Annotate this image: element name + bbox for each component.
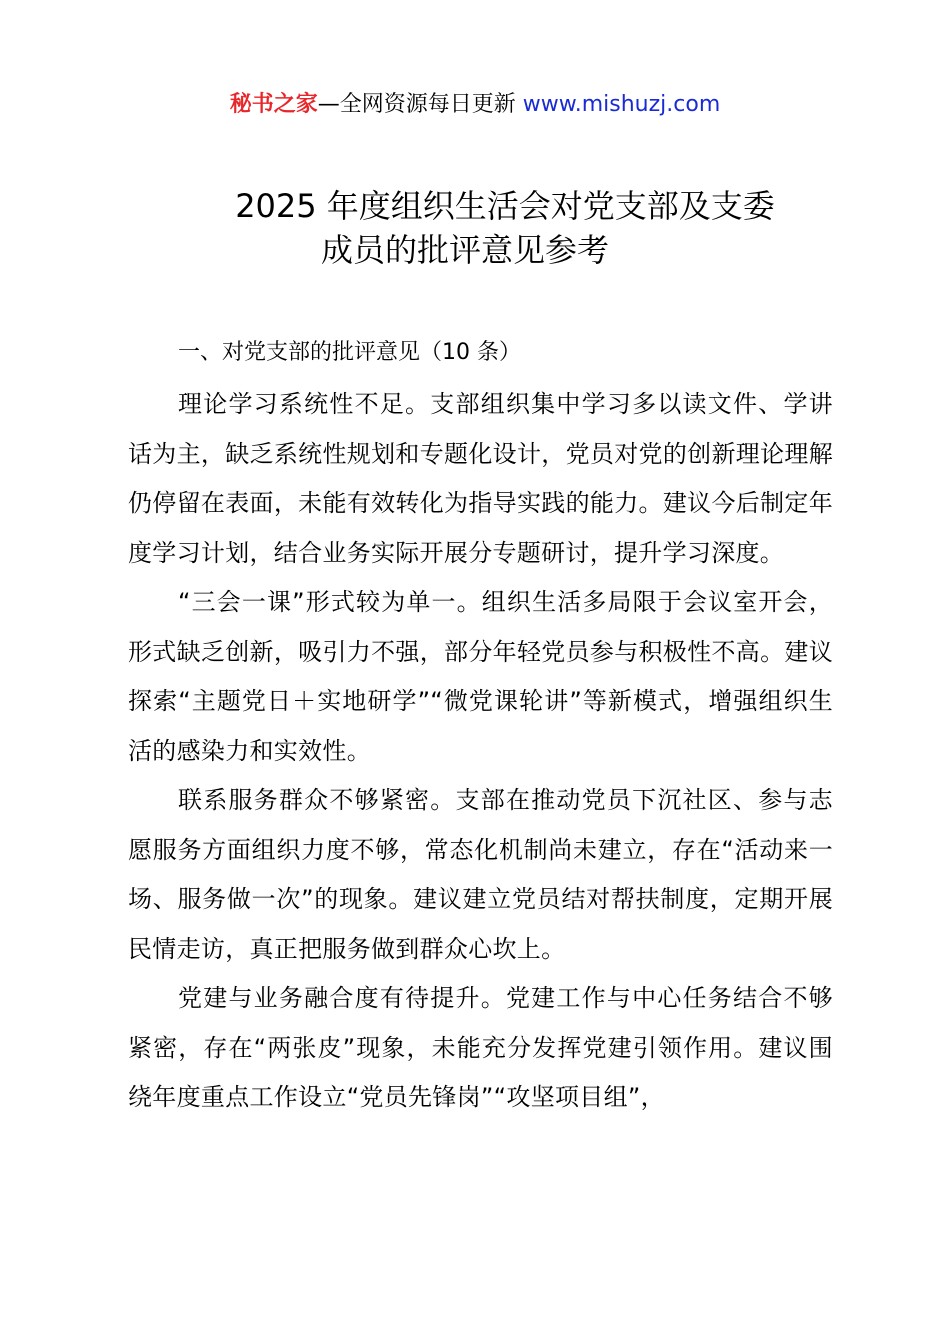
paragraph: 理论学习系统性不足。支部组织集中学习多以读文件、学讲话为主，缺乏系统性规划和专题化设计，党员对党的创新理论理解仍停留在表面，未能有效转化为指导实践的能力。建议今后制定年度学习计划，结合业务实际开展分专题研讨，提升学习深度。: [128, 390, 833, 567]
paragraph: “三会一课”形式较为单一。组织生活多局限于会议室开会，形式缺乏创新，吸引力不强，部分年轻党员参与积极性不高。建议探索“主题党日＋实地研学”“微党课轮讲”等新模式，增强组织生活的感染力和实效性。: [128, 588, 833, 765]
site-banner: [0, 88, 950, 122]
document-body: [128, 334, 833, 1123]
title-line-1: 2025 年度组织生活会对党支部及支委: [235, 187, 775, 225]
section-heading: 一、对党支部的批评意见（10 条）: [178, 340, 521, 365]
site-url[interactable]: www.mishuzj.com: [522, 92, 721, 117]
banner-slogan: —全网资源每日更新: [317, 92, 523, 117]
paragraph: 党建与业务融合度有待提升。党建工作与中心任务结合不够紧密，存在“两张皮”现象，未能充分发挥党建引领作用。建议围绕年度重点工作设立“党员先锋岗”“攻坚项目组”，: [128, 984, 833, 1111]
document-title: [0, 184, 950, 272]
title-line-2: 成员的批评意见参考: [320, 231, 609, 269]
paragraph: 联系服务群众不够紧密。支部在推动党员下沉社区、参与志愿服务方面组织力度不够，常态化机制尚未建立，存在“活动来一场、服务做一次”的现象。建议建立党员结对帮扶制度，定期开展民情走访，真正把服务做到群众心坎上。: [128, 786, 833, 963]
brand-name: 秘书之家: [229, 92, 318, 117]
